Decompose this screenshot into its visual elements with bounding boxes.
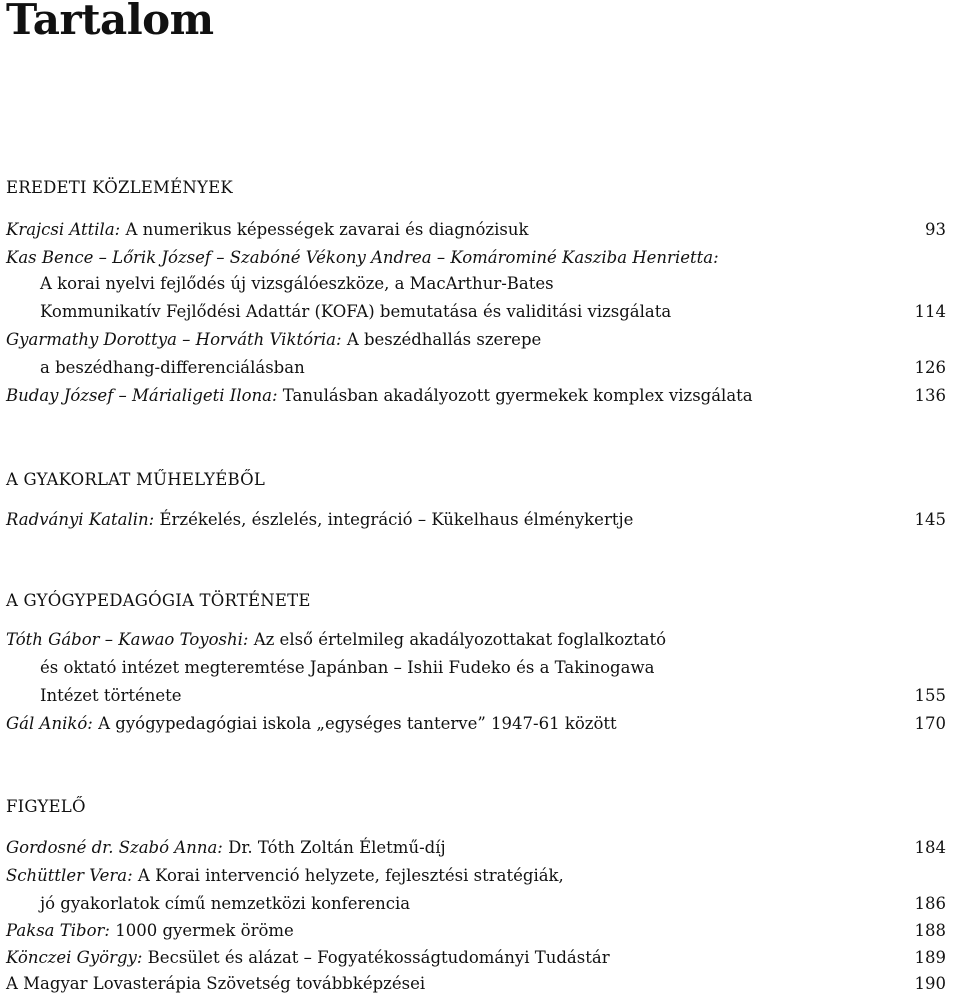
entry-title: Intézet története (40, 686, 182, 705)
entry-text (40, 354, 305, 382)
entry-page-number: 189 (914, 948, 946, 967)
entry-text (6, 244, 719, 272)
entry-title: A gyógypedagógiai iskola „egységes tanterve” 1947-61 között (92, 714, 617, 733)
toc-entry (6, 216, 946, 244)
toc-entry-continuation (40, 270, 946, 298)
entry-author: Buday József – Márialigeti Ilona: (6, 386, 278, 405)
entry-text (6, 506, 633, 534)
entry-title: Kommunikatív Fejlődési Adattár (KOFA) bemutatása és validitási vizsgálata (40, 302, 672, 321)
toc-entry (6, 326, 946, 354)
entry-title: és oktató intézet megteremtése Japánban – Ishii Fudeko és a Takinogawa (40, 658, 655, 677)
entry-title: 1000 gyermek öröme (109, 921, 294, 940)
entry-page-number: 136 (914, 386, 946, 405)
entry-text (6, 626, 666, 654)
toc-entry (6, 917, 946, 945)
toc-entry-continuation (40, 682, 946, 710)
entry-text (6, 917, 294, 945)
entry-author: Paksa Tibor: (6, 921, 110, 940)
toc-entry (6, 244, 946, 272)
entry-author: Radványi Katalin: (6, 510, 155, 529)
entry-title: A beszédhallás szerepe (341, 330, 542, 349)
entry-title: Érzékelés, észlelés, integráció – Kükelhaus élménykertje (154, 510, 634, 529)
entry-page-number: 184 (914, 838, 946, 857)
entry-page-number: 145 (914, 510, 946, 529)
entry-page-number: 186 (914, 894, 946, 913)
entry-text (40, 654, 654, 682)
entry-author: Kas Bence – Lőrik József – Szabóné Vékony Andrea – Komárominé Kasziba Henrietta: (6, 248, 719, 267)
entry-text (6, 970, 425, 998)
entry-page-number: 188 (914, 921, 946, 940)
toc-entry-continuation (40, 654, 946, 682)
toc-entry (6, 506, 946, 534)
entry-text (6, 710, 617, 738)
entry-text (6, 834, 446, 862)
entry-title: Az első értelmileg akadályozottakat foglalkoztató (248, 630, 667, 649)
section-heading-a-gyakorlat-muhelyebol: A GYAKORLAT MŰHELYÉBŐL (6, 470, 266, 489)
entry-title: A korai nyelvi fejlődés új vizsgálóeszköze, a MacArthur-Bates (40, 274, 554, 293)
entry-text (6, 862, 564, 890)
page-title: Tartalom (6, 0, 214, 44)
entry-author: Gál Anikó: (6, 714, 93, 733)
entry-title: A numerikus képességek zavarai és diagnózisuk (120, 220, 529, 239)
entry-title: jó gyakorlatok című nemzetközi konferencia (40, 894, 411, 913)
entry-author: Könczei György: (6, 948, 143, 967)
entry-title: a beszédhang-differenciálásban (40, 358, 305, 377)
toc-entry (6, 710, 946, 738)
section-heading-a-gyogypedagogia-tortenete: A GYÓGYPEDAGÓGIA TÖRTÉNETE (6, 591, 311, 610)
entry-title: A Korai intervenció helyzete, fejlesztési stratégiák, (132, 866, 564, 885)
toc-entry (6, 970, 946, 998)
entry-page-number: 126 (914, 358, 946, 377)
toc-entry (6, 944, 946, 972)
toc-entry (6, 862, 946, 890)
entry-page-number: 114 (914, 302, 946, 321)
entry-text (6, 382, 753, 410)
entry-page-number: 155 (914, 686, 946, 705)
entry-author: Gyarmathy Dorottya – Horváth Viktória: (6, 330, 342, 349)
entry-title: Tanulásban akadályozott gyermekek komplex vizsgálata (277, 386, 753, 405)
entry-author: Krajcsi Attila: (6, 220, 121, 239)
entry-text (40, 298, 671, 326)
toc-entry-continuation (40, 354, 946, 382)
entry-text (40, 270, 554, 298)
toc-entry (6, 382, 946, 410)
entry-page-number: 93 (925, 220, 946, 239)
entry-title: Dr. Tóth Zoltán Életmű-díj (222, 838, 446, 857)
toc-entry (6, 834, 946, 862)
entry-author: Gordosné dr. Szabó Anna: (6, 838, 223, 857)
entry-title: Becsület és alázat – Fogyatékosságtudományi Tudástár (142, 948, 610, 967)
section-heading-eredeti-kozlemenyek: EREDETI KÖZLEMÉNYEK (6, 178, 233, 197)
section-heading-figyelo: FIGYELŐ (6, 797, 86, 816)
entry-page-number: 170 (914, 714, 946, 733)
entry-author: Schüttler Vera: (6, 866, 133, 885)
toc-entry-continuation (40, 298, 946, 326)
entry-text (6, 326, 541, 354)
entry-text (40, 890, 410, 918)
toc-entry (6, 626, 946, 654)
entry-page-number: 190 (914, 974, 946, 993)
entry-text (40, 682, 182, 710)
entry-text (6, 944, 610, 972)
entry-text (6, 216, 528, 244)
entry-author: Tóth Gábor – Kawao Toyoshi: (6, 630, 249, 649)
toc-entry-continuation (40, 890, 946, 918)
entry-title: A Magyar Lovasterápia Szövetség továbbképzései (6, 974, 426, 993)
